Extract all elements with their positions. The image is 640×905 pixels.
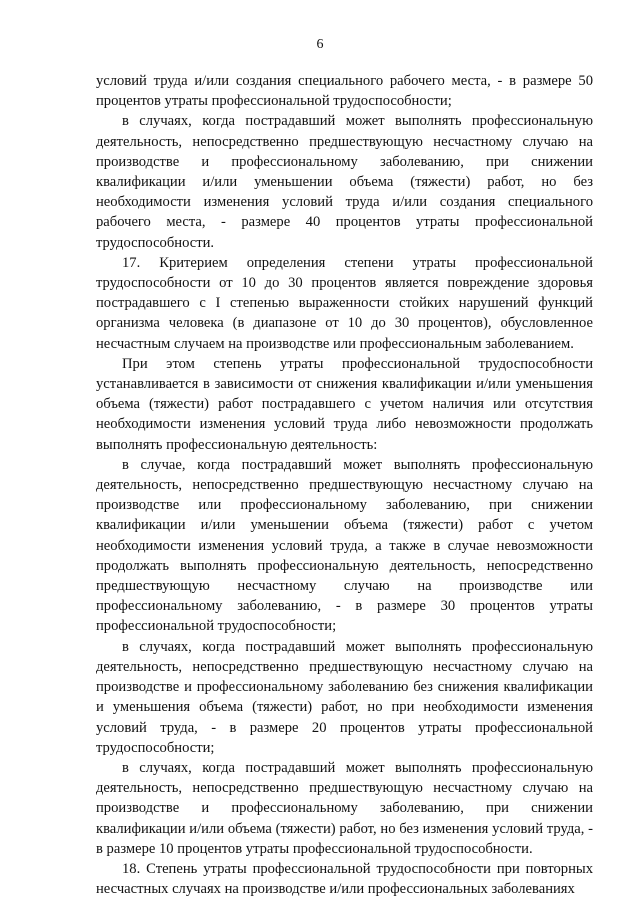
paragraph-item-18: 18. Степень утраты профессиональной трудоспособности при повторных несчастных случаях на производстве и/или профессиональных заболеваниях <box>96 860 593 898</box>
page-number: 6 <box>316 37 324 52</box>
document-body <box>96 71 593 899</box>
paragraph-10-percent: в случаях, когда пострадавший может выполнять профессиональную деятельность, непосредственно предшествующую несчастному случаю на производстве и профессиональному заболеванию, при снижении квалификации и/или объема (тяжести) работ, но без изменения условий труда, - в размере 10 процентов утраты профессиональной трудоспособности. <box>96 759 593 857</box>
paragraph-20-percent: в случаях, когда пострадавший может выполнять профессиональную деятельность, непосредственно предшествующую несчастному случаю на производстве и профессиональному заболеванию без снижения квалификации и уменьшения объема (тяжести) работ, но при необходимости изменения условий труда, - в размере 20 процентов утраты профессиональной трудоспособности; <box>96 638 593 756</box>
paragraph-40-percent: в случаях, когда пострадавший может выполнять профессиональную деятельность, непосредственно предшествующую несчастному случаю на производстве и профессиональному заболеванию, при снижении квалификации и/или уменьшении объема (тяжести) работ, но без необходимости изменения условий труда и/или создания специального рабочего места, - размере 40 процентов утраты профессиональной трудоспособности. <box>96 113 593 251</box>
paragraph-30-percent: в случае, когда пострадавший может выполнять профессиональную деятельность, непосредственно предшествующую несчастному случаю на производстве или профессиональному заболеванию, при снижении квалификации и/или уменьшении объема (тяжести) работ с учетом необходимости изменения условий труда, а также в случае невозможности продолжать выполнять профессиональную деятельность, непосредственно предшествующую несчастному случаю на производстве или профессиональному заболеванию, - в размере 30 процентов утраты профессиональной трудоспособности; <box>96 456 593 635</box>
paragraph-item-17: 17. Критерием определения степени утраты профессиональной трудоспособности от 10 до 30 процентов является повреждение здоровья пострадавшего с I степенью выраженности стойких нарушений функций организма человека (в диапазоне от 10 до 30 процентов), обусловленное несчастным случаем на производстве или профессиональным заболеванием. <box>96 254 593 352</box>
paragraph-continuation: условий труда и/или создания специального рабочего места, - в размере 50 процентов утраты профессиональной трудоспособности; <box>96 73 593 110</box>
paragraph-degree-criteria: При этом степень утраты профессиональной трудоспособности устанавливается в зависимости от снижения квалификации и/или уменьшения объема (тяжести) работ пострадавшего с учетом наличия или отсутствия необходимости изменения условий труда либо невозможности продолжать выполнять профессиональную деятельность: <box>96 355 593 453</box>
